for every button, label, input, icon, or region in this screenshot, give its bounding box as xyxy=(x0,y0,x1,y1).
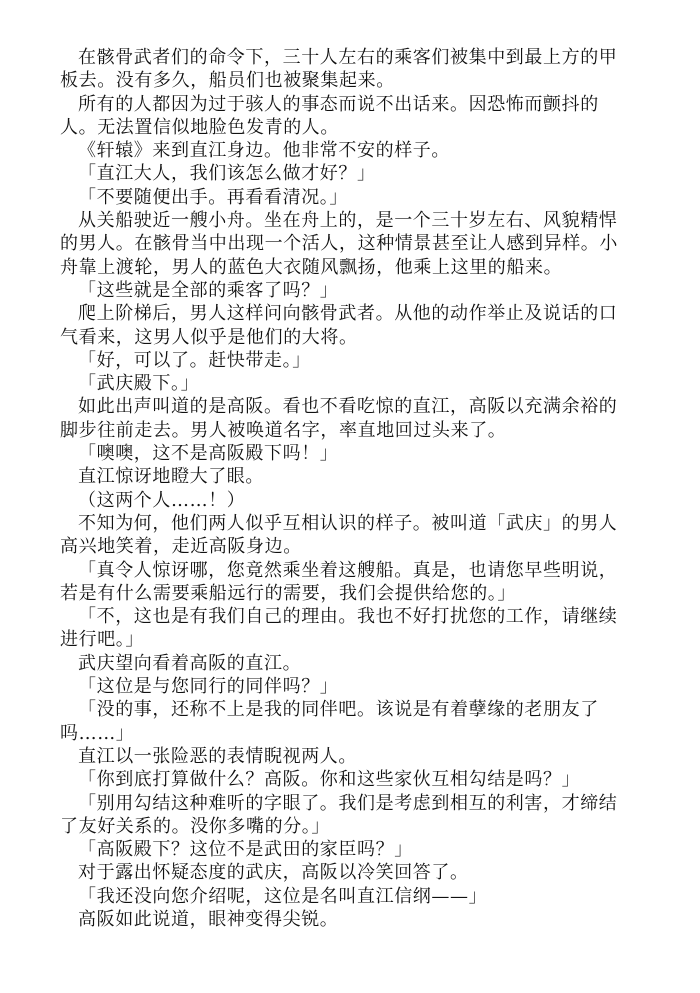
paragraph: 武庆望向看着高阪的直江。 xyxy=(78,652,302,674)
paragraph: 如此出声叫道的是高阪。看也不看吃惊的直江，高阪以充满余裕的脚步往前走去。男人被唤道名字，率直地回过头来了。 xyxy=(60,396,618,441)
paragraph: 「噢噢，这不是高阪殿下吗！」 xyxy=(78,443,339,465)
paragraph: 在骸骨武者们的命令下，三十人左右的乘客们被集中到最上方的甲板去。没有多久，船员们也被聚集起来。 xyxy=(60,47,618,92)
paragraph: 「不，这也是有我们自己的理由。我也不好打扰您的工作，请继续进行吧。」 xyxy=(60,606,618,651)
paragraph: 「直江大人，我们该怎么做才好？」 xyxy=(78,163,376,185)
paragraph: 「真令人惊讶哪，您竟然乘坐着这艘船。真是，也请您早些明说，若是有什么需要乘船远行的需要，我们会提供给您的。」 xyxy=(60,559,618,604)
paragraph: 从关船驶近一艘小舟。坐在舟上的，是一个三十岁左右、风貌精悍的男人。在骸骨当中出现一个活人，这种情景甚至让人感到异样。小舟靠上渡轮，男人的蓝色大衣随风飘扬，他乘上这里的船来。 xyxy=(60,210,618,278)
paragraph: 直江以一张险恶的表情睨视两人。 xyxy=(78,745,357,767)
paragraph: 爬上阶梯后，男人这样问向骸骨武者。从他的动作举止及说话的口气看来，这男人似乎是他们的大将。 xyxy=(60,303,618,348)
paragraph: （这两个人……！） xyxy=(78,489,246,511)
paragraph: 高阪如此说道，眼神变得尖锐。 xyxy=(78,908,339,930)
paragraph: 「不要随便出手。再看看清况。」 xyxy=(78,186,348,208)
paragraph: 「我还没向您介绍呢，这位是名叫直江信纲——」 xyxy=(78,885,488,907)
paragraph: 「高阪殿下？这位不是武田的家臣吗？」 xyxy=(78,839,413,861)
paragraph: 「武庆殿下。」 xyxy=(78,373,200,395)
paragraph: 所有的人都因为过于骇人的事态而说不出话来。因恐怖而颤抖的人。无法置信似地脸色发青的人。 xyxy=(60,93,599,138)
paragraph: 「别用勾结这种难听的字眼了。我们是考虑到相互的利害，才缔结了友好关系的。没你多嘴的分。」 xyxy=(60,792,618,837)
paragraph: 直江惊讶地瞪大了眼。 xyxy=(78,466,264,488)
paragraph: 不知为何，他们两人似乎互相认识的样子。被叫道「武庆」的男人高兴地笑着，走近高阪身边。 xyxy=(60,512,618,558)
paragraph: 「这些就是全部的乘客了吗？」 xyxy=(78,279,339,301)
paragraph: 「你到底打算做什么？高阪。你和这些家伙互相勾结是吗？」 xyxy=(78,769,581,791)
paragraph: 《轩辕》来到直江身边。他非常不安的样子。 xyxy=(78,140,450,162)
paragraph: 「没的事，还称不上是我的同伴吧。该说是有着孽缘的老朋友了吗……」 xyxy=(60,699,599,744)
paragraph: 对于露出怀疑态度的武庆，高阪以冷笑回答了。 xyxy=(78,862,469,884)
paragraph: 「这位是与您同行的同伴吗？」 xyxy=(78,676,339,698)
paragraph: 「好，可以了。赶快带走。」 xyxy=(78,349,311,371)
